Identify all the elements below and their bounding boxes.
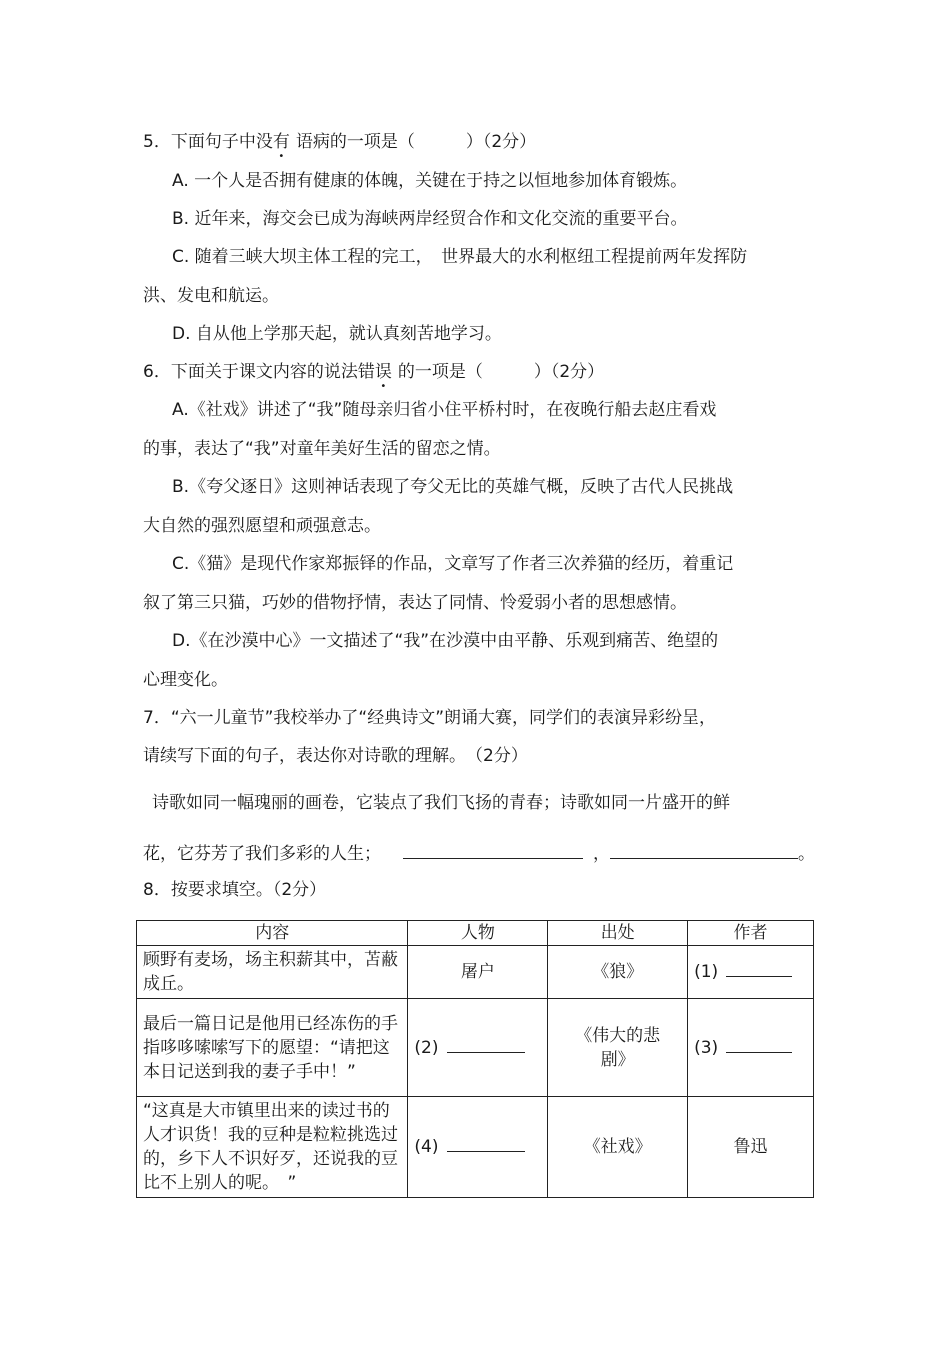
cell-author: (1)	[688, 946, 814, 999]
q7-prompt: 诗歌如同一幅瑰丽的画卷，它装点了我们飞扬的青春；诗歌如同一片盛开的鲜	[152, 793, 730, 813]
q5-option-c-cont: 洪、发电和航运。	[143, 286, 279, 306]
q6-stem: 6．下面关于课文内容的说法错误 • 的一项是（ ）（2分）	[143, 362, 605, 392]
q5-option-d: D. 自从他上学那天起，就认真刻苦地学习。	[172, 324, 502, 344]
q7-stem: 7．“六一儿童节”我校举办了“经典诗文”朗诵大赛，同学们的表演异彩纷呈，	[143, 708, 717, 728]
answer-blank-person-2[interactable]	[447, 1052, 525, 1053]
cell-person: (2)	[408, 999, 548, 1097]
q7-stem-cont: 请续写下面的句子，表达你对诗歌的理解。 （2分）	[143, 746, 528, 766]
q5-option-b: B. 近年来，海交会已成为海峡两岸经贸合作和文化交流的重要平台。	[172, 209, 688, 229]
table-row	[137, 1097, 814, 1198]
cell-content: “这真是大市镇里出来的读过书的人才识货！我的豆种是粒粒挑选过的，乡下人不识好歹，还说我的豆比不上别人的呢。 ”	[137, 1097, 408, 1198]
answer-blank-person-4[interactable]	[447, 1151, 525, 1152]
fill-in-table	[136, 920, 814, 1198]
q7-answer-line: 花，它芬芳了我们多彩的人生； ， 。	[143, 840, 815, 865]
header-source: 出处	[548, 921, 688, 946]
q6-option-a: A.《社戏》讲述了“我”随母亲归省小住平桥村时，在夜晚行船去赵庄看戏	[172, 400, 717, 420]
q8-stem: 8．按要求填空。（2分）	[143, 880, 327, 900]
cell-source: 《社戏》	[548, 1097, 688, 1198]
cell-author: 鲁迅	[688, 1097, 814, 1198]
cell-source: 《狼》	[548, 946, 688, 999]
header-content: 内容	[137, 921, 408, 946]
q6-option-b: B.《夸父逐日》这则神话表现了夸父无比的英雄气概，反映了古代人民挑战	[172, 477, 734, 497]
q6-option-d-cont: 心理变化。	[143, 670, 228, 690]
q6-option-d: D.《在沙漠中心》一文描述了“我”在沙漠中由平静、乐观到痛苦、绝望的	[172, 631, 719, 651]
q6-option-c: C.《猫》是现代作家郑振铎的作品，文章写了作者三次养猫的经历，着重记	[172, 554, 734, 574]
emphasis-char: 误 •	[374, 362, 392, 392]
table-row	[137, 946, 814, 999]
q6-option-b-cont: 大自然的强烈愿望和顽强意志。	[143, 516, 381, 536]
cell-person: (4)	[408, 1097, 548, 1198]
header-person: 人物	[408, 921, 548, 946]
answer-blank-author-1[interactable]	[726, 976, 792, 977]
header-author: 作者	[688, 921, 814, 946]
answer-blank-2[interactable]	[610, 840, 798, 859]
q5-option-c: C. 随着三峡大坝主体工程的完工， 世界最大的水利枢纽工程提前两年发挥防	[172, 247, 748, 267]
q5-stem: 5．下面句子中没有 • 语病的一项是（ ）（2分）	[143, 132, 537, 162]
cell-content: 最后一篇日记是他用已经冻伤的手指哆哆嗦嗦写下的愿望：“请把这本日记送到我的妻子手中！”	[137, 999, 408, 1097]
cell-content: 顾野有麦场，场主积薪其中，苫蔽成丘。	[137, 946, 408, 999]
q5-option-a: A. 一个人是否拥有健康的体魄，关键在于持之以恒地参加体育锻炼。	[172, 171, 688, 191]
cell-source: 《伟大的悲剧》	[548, 999, 688, 1097]
q6-option-c-cont: 叙了第三只猫，巧妙的借物抒情，表达了同情、怜爱弱小者的思想感情。	[143, 593, 687, 613]
answer-blank-1[interactable]	[403, 840, 583, 859]
cell-author: (3)	[688, 999, 814, 1097]
answer-blank-author-3[interactable]	[726, 1052, 792, 1053]
emphasis-char: 有 •	[272, 132, 290, 162]
table-header-row	[137, 921, 814, 946]
table-row	[137, 999, 814, 1097]
q6-option-a-cont: 的事，表达了“我”对童年美好生活的留恋之情。	[143, 439, 501, 459]
cell-person: 屠户	[408, 946, 548, 999]
